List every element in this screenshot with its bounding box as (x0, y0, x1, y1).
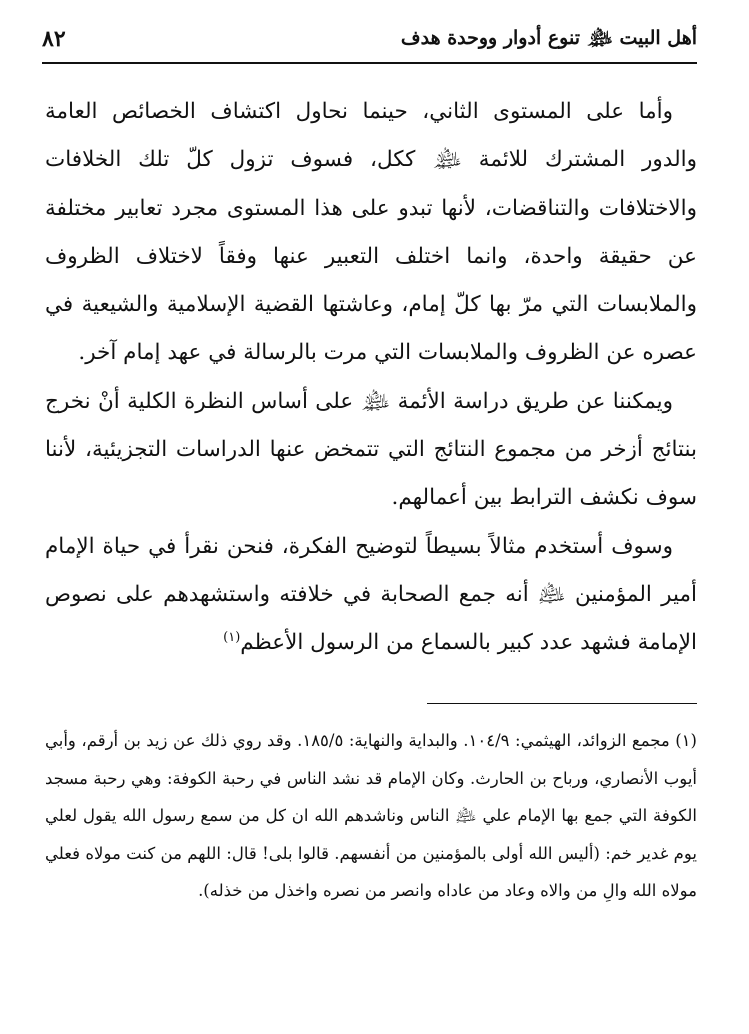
footnote-divider (427, 703, 697, 704)
paragraph-3 (45, 523, 697, 668)
footnote (45, 722, 697, 910)
paragraph-3-text: وسوف أستخدم مثالاً بسيطاً لتوضيح الفكرة، فنحن نقرأ في حياة الإمام أمير المؤمنين ﵇ أنه جمع الصحابة في خلافته واستشهدهم على نصوص الإمامة فشهد عدد كبير بالسماع من الرسول الأعظم (45, 533, 697, 656)
main-text (45, 88, 697, 668)
footnote-reference: (١) (223, 630, 241, 646)
page-number: ٨٢ (42, 26, 66, 52)
footnote-text: (١) مجمع الزوائد، الهيثمي: ١٠٤/٩. والبداية والنهاية: ١٨٥/٥. وقد روي ذلك عن زيد بن أرقم، وأبي أيوب الأنصاري، ورباح بن الحارث. وكان الإمام قد نشد الناس في رحبة الكوفة: وهي رحبة مسجد الكوفة التي جمع بها الإمام علي ﵇ الناس وناشدهم الله ان كل من سمع رسول الله يقول لعلي يوم غدير خم: (أليس الله أولى بالمؤمنين من أنفسهم. قالوا بلى! قال: اللهم من كنت مولاه فعلي مولاه الله والِ من والاه وعاد من عاداه وانصر من نصره واخذل من خذله). (45, 731, 697, 900)
paragraph-1: وأما على المستوى الثاني، حينما نحاول اكتشاف الخصائص العامة والدور المشترك للائمة ﵈ ككل، فسوف تزول كلّ تلك الخلافات والاختلافات والتناقضات، لأنها تبدو على هذا المستوى مجرد تعابير مختلفة عن حقيقة واحدة، وانما اختلف التعبير عنها وفقاً لاختلاف الظروف والملابسات التي مرّ بها كلّ إمام، وعاشتها القضية الإسلامية والشيعية في عصره عن الظروف والملابسات التي مرت بالرسالة في عهد إمام آخر. (45, 99, 697, 366)
header-title: أهل البيت ﵈ تنوع أدوار ووحدة هدف (400, 27, 697, 49)
running-header (42, 22, 697, 64)
paragraph-2: ويمكننا عن طريق دراسة الأئمة ﵈ على أساس النظرة الكلية أنْ نخرج بنتائج أزخر من مجموع النتائج التي تتمخض عنها الدراسات التجزيئية، لأننا سوف نكشف الترابط بين أعمالهم. (45, 388, 697, 511)
